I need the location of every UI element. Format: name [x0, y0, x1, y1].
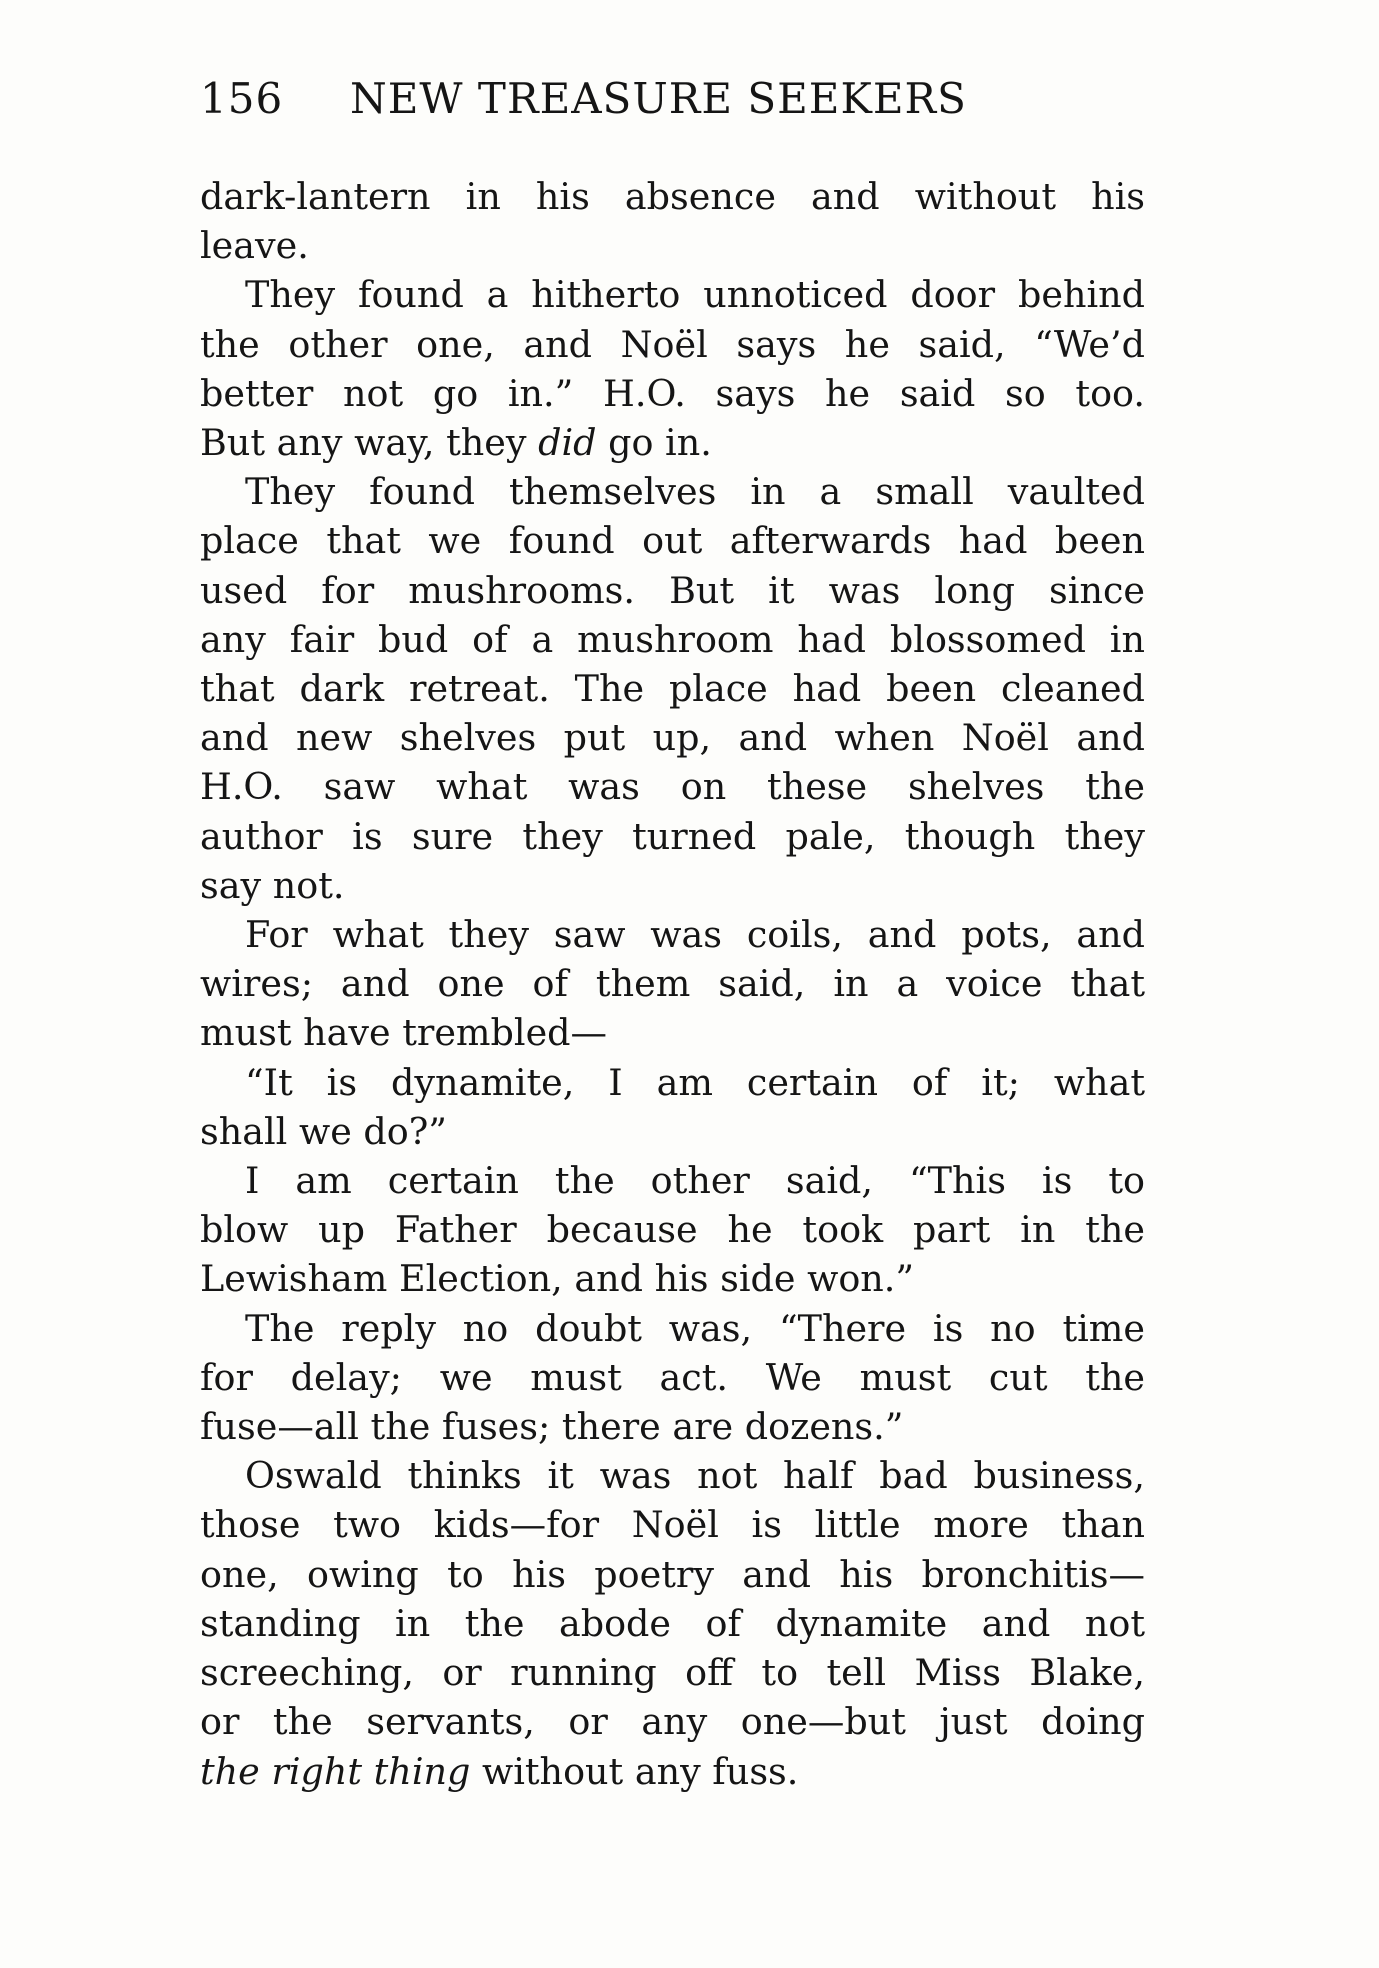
emphasis-did: did — [538, 421, 597, 465]
text-line: author is sure they turned pale, though they — [200, 814, 1145, 858]
paragraph-1 — [200, 172, 1145, 270]
text-line-with-emphasis — [200, 418, 1145, 467]
body-text — [200, 172, 1145, 1796]
text-line: dark-lantern in his absence and without his — [200, 175, 1145, 218]
page-header — [200, 74, 1145, 134]
text-line: say not. — [200, 863, 345, 907]
paragraph-3 — [200, 467, 1145, 910]
text-fragment: go in. — [596, 421, 712, 465]
text-line: for delay; we must act. We must cut the — [200, 1355, 1145, 1399]
paragraph-4 — [200, 910, 1145, 1058]
text-line: that dark retreat. The place had been cleaned — [200, 667, 1145, 711]
text-line: place that we found out afterwards had been — [200, 519, 1145, 563]
text-line: Oswald thinks it was not half bad business, — [245, 1454, 1145, 1498]
text-line: must have trembled— — [200, 1011, 608, 1055]
text-line: They found themselves in a small vaulted — [245, 470, 1145, 514]
text-line: Lewisham Election, and his side won.” — [200, 1257, 915, 1301]
text-line-with-emphasis — [200, 1747, 1145, 1796]
text-line: standing in the abode of dynamite and not — [200, 1601, 1145, 1645]
text-line: “It is dynamite, I am certain of it; what — [245, 1060, 1145, 1104]
text-line: the other one, and Noël says he said, “We’d — [200, 322, 1145, 366]
text-line: any fair bud of a mushroom had blossomed in — [200, 617, 1145, 661]
text-line: or the servants, or any one—but just doing — [200, 1700, 1145, 1744]
text-line: wires; and one of them said, in a voice that — [200, 962, 1145, 1006]
paragraph-8 — [200, 1451, 1145, 1795]
text-fragment: But any way, they — [200, 421, 539, 465]
text-line: H.O. saw what was on these shelves the — [200, 765, 1145, 809]
text-line: shall we do?” — [200, 1109, 447, 1153]
paragraph-7 — [200, 1304, 1145, 1452]
text-line: fuse—all the fuses; there are dozens.” — [200, 1405, 904, 1449]
text-line: screeching, or running off to tell Miss Blake, — [200, 1651, 1145, 1695]
text-line: and new shelves put up, and when Noël and — [200, 716, 1145, 760]
running-title: NEW TREASURE SEEKERS — [350, 74, 967, 123]
text-line: those two kids—for Noël is little more than — [200, 1503, 1145, 1547]
text-line: leave. — [200, 224, 309, 268]
text-line: I am certain the other said, “This is to — [245, 1159, 1145, 1203]
text-line: better not go in.” H.O. says he said so too. — [200, 371, 1145, 415]
text-line: one, owing to his poetry and his bronchitis— — [200, 1552, 1145, 1596]
text-line: For what they saw was coils, and pots, and — [245, 913, 1145, 957]
paragraph-5 — [200, 1058, 1145, 1156]
text-line: used for mushrooms. But it was long since — [200, 568, 1145, 612]
text-line: The reply no doubt was, “There is no time — [245, 1306, 1145, 1350]
page-number: 156 — [200, 74, 284, 123]
text-line: blow up Father because he took part in the — [200, 1208, 1145, 1252]
emphasis-the-right-thing: the right thing — [200, 1749, 471, 1793]
text-line: They found a hitherto unnoticed door behind — [245, 273, 1145, 317]
text-fragment: without any fuss. — [470, 1749, 799, 1793]
paragraph-6 — [200, 1156, 1145, 1304]
paragraph-2 — [200, 270, 1145, 467]
